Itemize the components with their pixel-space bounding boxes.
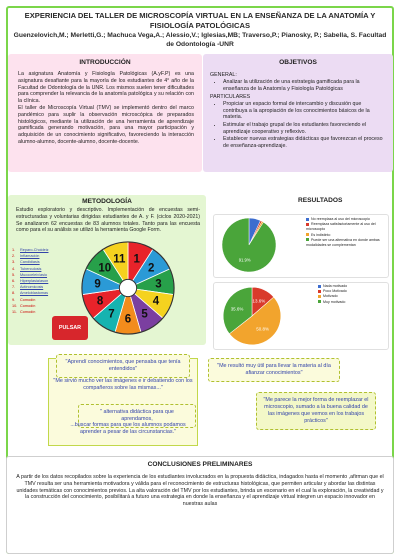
list-item: 8. Ameloblastomas [12,291,49,296]
legend-entry: Reemplaza satisfactoriamente al uso del microscopio [306,222,376,232]
spin-button[interactable]: PULSAR [52,316,88,340]
legend-entry: Nada motivado [318,284,384,289]
list-item: 11. Comodín [12,310,36,315]
wheel-slice-label: 4 [152,295,160,308]
quote-6: "Me parece la mejor forma de reemplazar el microscopio, sumado a la buena calidad de las imágenes que vemos en los trabajos prácticos" [256,392,376,430]
wheel-slice-label: 6 [124,313,132,326]
topic-list [12,247,49,315]
legend-entry: Muy motivado [318,300,384,305]
wheel-slice-label: 7 [108,308,115,321]
list-item: 10. Comodín [12,303,36,308]
legend-entry: Es indistinto [306,233,388,238]
legend-entry: Poco Motivado [318,289,384,294]
objective-item: • Establecer nuevas estrategias didácticas que favorezcan el proceso de enseñanza-aprendizaje. [223,136,385,149]
objective-item: • Propiciar un espacio formal de intercambio y discusión que contribuya a la apropiación de los conocimientos básicos de la materia. [223,101,385,121]
list-item: 5. Mucoceleiv/asio [12,272,48,277]
methodology-heading: METODOLOGÍA [82,198,132,205]
roulette-wheel[interactable] [80,240,176,336]
quote-3: " alternativa didáctica para que aprendamos, [78,404,196,428]
objective-item: • Estimular el trabajo grupal de los estudiantes favoreciendo el aprendizaje cooperativo y reflexivo. [223,122,385,135]
pie-slice [222,218,276,272]
intro-paragraph-1: La asignatura Anatomía y Fisiología Patológicas (A.yF.P) es una asignatura desafiante para la mayoría de los estudiantes de 4° año de la Facultad de Odontología de la UNR. Los mismos suelen tener dificultades para comprender la relevancia de la anatomía patológica y su relación con la clínica. [18,71,194,105]
chart-1-legend [306,217,388,248]
pie-slice-label: 50.8% [256,326,269,332]
list-item: 7. Actinomicosis [12,285,44,290]
list-item: 2. Inflamación [12,254,40,259]
methodology-text: Estudio exploratorio y descriptivo. Implementación de encuestas semi-estructuradas y voluntarias dirigidas estudiantes de A. y F. (ciclos 2020-2021) Se analizaron 62 encuestas de 83 alumnos totales. Tanto para las encuesta como para el su análisis se utilizó la herramienta Google Form. [16,207,200,234]
wheel-slice-label: 3 [155,278,162,291]
quote-4: ...buscar formas para que los alumnos podamos aprender a pesar de las circunstancias." [70,422,186,435]
list-item: 6. Hiperplasia/ason [12,279,49,284]
conclusions-heading: CONCLUSIONES PRELIMINARES [147,461,253,468]
quote-2: "Me sirvió mucho ver las imágenes e ir debatiendo con los compañeros sobre las mismas..." [53,378,193,391]
list-item: 4. Tuberculosis [12,266,42,271]
pie-chart-replacement [219,215,279,275]
pie-slice-label: 35.6% [230,306,244,312]
objectives-particular-list [223,101,385,149]
objective-item: • Analizar la utilización de una estrategia gamificada para la enseñanza de la Anatomía y Fisiología Patológicas [223,79,385,92]
results-heading: RESULTADOS [298,197,343,204]
wheel-hub [119,279,136,296]
pie-chart-motivation [220,284,284,348]
wheel-slice-label: 2 [148,262,155,275]
intro-paragraph-2: El taller de Microscopía Virtual (TMV) se implementó dentro del marco pandémico para suplir la observación microscópica de preparados histológicos, mediante la utilización de una herramienta de aprendizaje gamificada generando motivación, para una mayor participación y adquisición de un conocimiento significativo, favoreciendo la interacción alumno-alumno, docente-alumno, docente-docente. [18,104,194,145]
list-item: 3. Candidiasis [12,260,40,265]
wheel-slice-label: 11 [113,253,126,266]
pie-slice-label: 13.6% [252,298,266,304]
wheel-slice-label: 8 [96,295,104,308]
objectives-general-list [223,79,385,92]
conclusions-section [6,456,394,554]
objectives-general-label: GENERAL: [210,72,237,78]
poster-title: EXPERIENCIA DEL TALLER DE MICROSCOPÍA VIRTUAL EN LA ENSEÑANZA DE LA ANATOMÍA Y FISIOLOGÍA PATOLÓGICAS [24,11,376,30]
legend-entry: Puede ser una alternativa en donde ambas modalidades se complementan [306,237,380,248]
list-item: 1. Reparo-Choideiz [12,248,49,252]
objectives-particular-label: PARTICULARES [210,94,251,101]
objectives-heading: OBJETIVOS [279,59,317,66]
conclusions-text: A partir de los datos recopilados sobre la experiencia de los estudiantes involucrados en la propuesta didáctica, indagados hasta el momento ,afirman que el TMV resulta ser una herramienta motivadora y válida para el reconocimiento de estructuras histológicas, que permiten articular y abordar las distintas unidades temáticas con conocimientos previos. La alta valoración del TMV por los estudiantes, brinda un escenario en el cual la exploración, la creatividad y la construcción del conocimiento, posibilitará a futuro una estrategia en donde la enseñanza y el aprendizaje virtual integren un espacio innovador en nuestras aulas [16,474,384,508]
chart-2-legend [318,284,384,305]
intro-heading: INTRODUCCIÓN [79,59,131,66]
list-item: 9. Comodín [12,297,36,302]
intro-section [8,54,202,172]
wheel-slice-label: 1 [133,253,140,266]
wheel-slice-label: 5 [141,308,148,321]
poster-authors: Guenzelovich,M.; Merletti,G.; Machuca Vega,A.; Alessio,V.; Iglesias,MB; Traverso,P.; Pianosky, P.; Sabella, S. Facultad de Odontología -UNR [13,32,387,48]
legend-entry: Motivado [318,294,384,299]
pie-slice-label: 91.9% [238,257,251,263]
wheel-slice-label: 10 [98,262,112,275]
legend-entry: No reemplaza al uso del microscopio [306,217,388,222]
quote-1: "Aprendí conocimientos, que pensaba que tenía entendidos" [56,354,190,378]
quote-5: "Me resultó muy útil para llevar la materia al día afianzar conocimientos" [208,358,340,382]
wheel-slice-label: 9 [94,278,101,291]
objectives-section [203,54,393,172]
